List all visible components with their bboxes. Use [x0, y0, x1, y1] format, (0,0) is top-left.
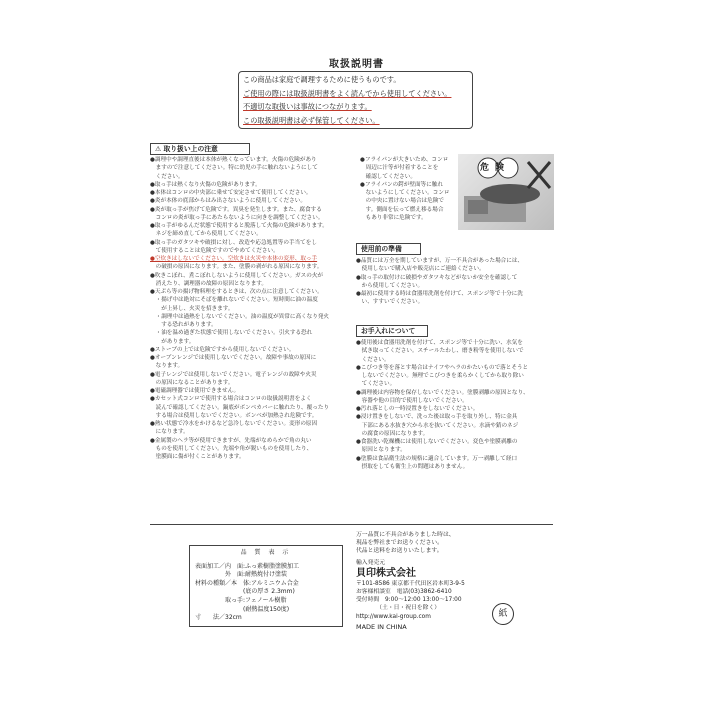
text-line: ●取っ手のガタツキや破損に対し、改造や応急処置等の手当てをし	[150, 239, 317, 246]
text-line: ●フライパンが大きいため、コンロ	[360, 157, 449, 163]
text-line: 寸 法／32cm	[195, 614, 242, 622]
text-line: ●カセット式コンロで使用する場合はコンロの取扱説明書をよく	[150, 396, 312, 403]
text-line: ●品質には万全を期していますが、万一不具合があった場合には、	[356, 258, 524, 264]
notice-line: この取扱説明書は必ず保管してください。	[243, 115, 380, 125]
text-line: ますので注意してください。特に幼児の手に触れないようにして	[150, 165, 318, 172]
text-line: 取っ手:フェノール樹脂	[195, 596, 287, 604]
text-line: 拭き取ってください。スチールたわし、磨き粉等を使用しないで	[356, 348, 524, 355]
caution-left-list	[150, 156, 329, 461]
text-line: ください。	[356, 356, 390, 363]
text-line: 消えたり、調理器の故障の原因となります。	[150, 280, 268, 287]
text-line: ●炎が本体の底部からはみ出さないように使用してください。	[150, 198, 306, 205]
text-line: の原因になることがあります。	[150, 379, 234, 386]
text-line: ●電磁調理器では使用できません。	[150, 388, 240, 394]
notice-box	[238, 71, 473, 129]
text-line: 周辺に汁等が付着することを	[360, 165, 439, 172]
text-line: ・調理中は過熱をしないでください。油の温度が異常に高くなり発火	[150, 313, 330, 320]
care-list	[356, 339, 529, 471]
maker-label: 輸入発売元	[356, 559, 385, 566]
text-line: 摂取をしても衛生上の問題はありません。	[356, 463, 469, 470]
text-line: ●こびつき等を落とす場合はナイフやヘラのかたいもので落とそうと	[356, 364, 529, 371]
text-line: 容器や他の目的で使用しないでください。	[356, 397, 468, 404]
text-line: ●食器洗い乾燥機には使用しないでください。変色や塗膜剥離の	[356, 439, 518, 445]
text-line: から使用してください。	[356, 282, 424, 289]
text-line: ●塗膜は食品衛生法の規格に適合しています。万一剥離して経口	[356, 455, 518, 462]
text-line: す。側面を伝って燃え移る場合	[360, 206, 444, 213]
company-name: 貝印株式会社	[356, 567, 416, 579]
text-line: 読んで確認してください。鍋底がボンベカバーに触れたり、覆ったり	[150, 404, 330, 411]
text-line: ●吹きこぼれ、煮こぼれしないように使用してください。ガスの火が	[150, 272, 324, 279]
text-line: 外 面:耐熱焼付け塗装	[195, 571, 288, 579]
text-line: ●浸け置きをしないで、洗った後は取っ手を取り外し、特に金具	[356, 414, 518, 421]
care-header: お手入れについて	[356, 325, 428, 337]
text-line: コンロの炎が取っ手にあたらないように向きを調整してください。	[150, 214, 324, 221]
text-line: ・油を温め過ぎた状態で使用しないでください。引火する恐れ	[150, 330, 313, 337]
text-line: 下部にある水抜き穴から水を抜いてください。水滴や錆のネジ	[356, 422, 519, 429]
maker-note: 代品と送料をお送りいたします。	[356, 548, 443, 555]
text-line: 確認してください。	[360, 173, 416, 180]
maker-address: お客様相談室 電話(03)3862-6410	[356, 589, 452, 596]
paper-recycle-icon: 紙	[492, 603, 514, 625]
text-line: ●ストーブの上では危険ですから使用しないでください。	[150, 346, 295, 353]
maker-url: http://www.kai-group.com	[356, 613, 431, 620]
notice-line: この商品は家庭で調理するために使うものです。	[243, 75, 401, 84]
text-line: ・揚げ中は絶対にそばを離れないでください。短時間に油の温度	[150, 297, 318, 304]
text-line: ●天ぷら等の揚げ物料理をするときは、次の点に注意してください。	[150, 289, 323, 295]
maker-info	[356, 531, 465, 631]
maker-address: （土・日・祝日を除く）	[356, 605, 441, 612]
made-in: MADE IN CHINA	[356, 622, 407, 631]
text-line: 使用しないで購入店や販売店にご連絡ください。	[356, 266, 485, 273]
quality-rows	[195, 563, 337, 623]
before-use-header: 使用前の準備	[356, 243, 421, 255]
maker-note: 現品を弊社までお送りください。	[356, 540, 443, 547]
text-line: 材料の種類／本 体:アルミニウム合金	[195, 579, 299, 587]
text-line: 塗膜面に傷が付くことがあります。	[150, 454, 245, 460]
text-line: てください。	[356, 381, 396, 388]
text-line: (耐熱温度150度)	[195, 605, 290, 613]
text-line: ないようにしてください。コンロ	[360, 190, 450, 196]
text-line: ●調理中や調理直後は本体が熱くなっています。火傷の危険があり	[150, 157, 317, 163]
maker-note: 万一品質に不具合がありました時は、	[356, 532, 455, 538]
text-line: もあり非常に危険です。	[360, 214, 427, 221]
text-line: なります。	[150, 363, 184, 370]
warning-illustration	[458, 154, 554, 230]
text-line: ●オーブンレンジでは使用しないでください。故障や事故の原因に	[150, 355, 317, 361]
page-title: 取扱説明書	[329, 59, 384, 70]
caution-header: ⚠ 取り扱い上の注意	[150, 143, 250, 155]
text-line: ●取っ手の取付けに破損やガタツキなどがないか安全を確認して	[356, 274, 518, 281]
before-use-list	[356, 257, 523, 307]
text-line: ●電子レンジでは使用しないでください。電子レンジの故障や火災	[150, 371, 317, 378]
text-line: する恐れがあります。	[150, 322, 217, 328]
maker-address: 〒101-8586 東京都千代田区岩本町3-9-5	[356, 580, 465, 587]
text-line: ください。	[150, 173, 184, 180]
text-line: ●熱い状態で冷水をかけるなど急冷しないでください。変形の原因	[150, 421, 318, 427]
text-line: ●調理後は内容物を保存しないでください。塗膜剥離の原因となり、	[356, 389, 529, 396]
maker-address: 受付時間 9:00～12:00 13:00～17:00	[356, 597, 462, 604]
warning-label: 危険	[480, 163, 511, 173]
text-line: ●空炊きはしないでください。空炊きは火災や本体の変形、取っ手	[150, 256, 318, 262]
text-line: て使用することは危険ですのでやめてください。	[150, 247, 279, 254]
text-line: ネジを締め直してから使用してください。	[150, 231, 262, 238]
text-line: ●フライパンの鍔が壁面等に触れ	[360, 181, 443, 188]
text-line: ●金属製のヘラ等が使用できますが、先端がなめらかで角の丸い	[150, 437, 312, 444]
text-line: があります。	[150, 338, 195, 345]
text-line: ●本体はコンロの中央部に乗せて安定させて使用してください。	[150, 190, 312, 196]
text-line: (底の厚さ 2.3mm)	[195, 588, 295, 596]
divider	[150, 524, 553, 525]
text-line: しないでください。無理でこびつきを柔らかくしてから取り除い	[356, 373, 524, 379]
text-line: する場合は使用しないでください。ボンベが加熱され危険です。	[150, 412, 318, 419]
quality-title: 品 質 表 示	[240, 549, 292, 556]
text-line: ●汚れ落としの一時浸置きをしないでください。	[356, 406, 479, 412]
text-line: ●炎が取っ手が焦げて危険です。異臭を発生します。また、腐食する	[150, 206, 322, 213]
text-line: ●最初に使用する時は食器用洗剤を付けて、スポンジ等で十分に洗	[356, 291, 523, 297]
quality-label-box	[189, 545, 343, 627]
text-line: の破損の原因になります。また、塗膜の剥がれる原因になります。	[150, 264, 323, 271]
text-line: の腐食の原因になります。	[356, 430, 429, 437]
text-line: の中央に置けない場合は危険で	[360, 198, 444, 205]
text-line: が上昇し、火災を招きます。	[150, 305, 234, 312]
text-line: ものを使用してください。先端や角が鋭いものを使用したり、	[150, 445, 313, 452]
notice-line: 不適切な取扱いは事故につながります。	[243, 102, 372, 112]
notice-line: ご使用の際には取扱説明書をよく読んでから使用してください。	[243, 88, 452, 98]
text-line: ●使用後は食器用洗剤を付けて、スポンジ等で十分に洗い、水気を	[356, 340, 523, 346]
text-line: い、すすいでください。	[356, 299, 424, 306]
text-line: 表面加工／内 面:ふっ素樹脂塗膜加工	[195, 562, 300, 570]
caution-right-list	[360, 156, 450, 222]
text-line: ●取っ手がゆるんだ状態で使用すると脱落して火傷の危険があります。	[150, 223, 328, 229]
text-line: になります。	[150, 429, 189, 436]
text-line: ●取っ手は熱くなり火傷の危険があります。	[150, 181, 261, 188]
text-line: 原因となります。	[356, 447, 406, 454]
